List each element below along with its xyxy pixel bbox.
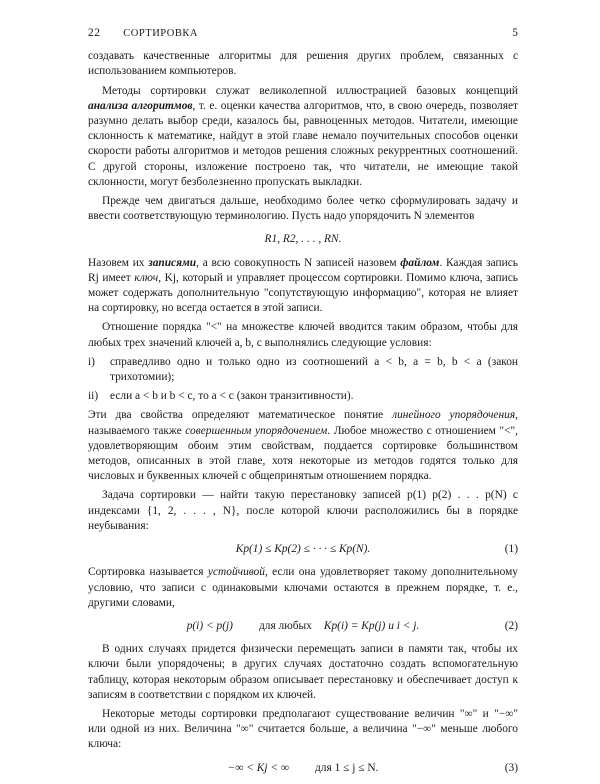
running-title: СОРТИРОВКА [123,28,198,39]
term-algorithm-analysis: анализа алгоритмов [88,99,193,112]
term-file: файлом [400,256,440,269]
term-stable: устойчивой [207,566,265,579]
records-sequence: R1, R2, . . . , RN. [264,233,342,246]
equation-number-3: (3) [504,761,518,774]
term-key: ключ [134,271,159,284]
equation-3: −∞ < Kj < ∞ для 1 ≤ j ≤ N. (3) [88,761,518,776]
term-perfect-order: совершенным упорядочением [185,424,328,437]
page-header [88,26,518,41]
term-records: записями [148,256,197,269]
paragraph-4: Назовем их записями, а всю совокупность N записей назовем файлом. Каждая запись Rj имеет ключ, Kj, который и управляет процессом сортировки. Помимо ключа, запись может содержать дополнительную "сопутствующую информацию", которая не влияет на сортировку, но всегда остается в этой записи. [88,256,518,315]
equation-2: p(i) < p(j) для любых Kp(i) = Kp(j) и i < j. (2) [88,619,518,634]
paragraph-6: Эти два свойства определяют математическое понятие линейного упорядочения, называемого также совершенным упорядочением. Любое множество с отношением "<", удовлетворяющим обоим этим свойствам, поддается сортировке большинством методов, описанных в этой главе, хотя некоторые из методов годятся только для числовых и буквенных ключей с общепринятым отношением порядка. [88,409,518,483]
equation-number-1: (1) [504,543,518,556]
list-item-trichotomy: i) справедливо одно и только одно из соотношений a < b, a = b, b < a (закон трихотомии); [88,355,518,384]
document-page [88,26,518,784]
equation-number-2: (2) [504,619,518,632]
equation-1: Kp(1) ≤ Kp(2) ≤ · · · ≤ Kp(N). (1) [88,542,518,557]
paragraph-8: Сортировка называется устойчивой, если она удовлетворяет такому дополнительному условию, что записи с одинаковыми ключами остаются в прежнем порядке, т. е., другими словами, [88,566,518,609]
paragraph-7: Задача сортировки — найти такую перестановку записей p(1) p(2) . . . p(N) с индексами {1, 2, . . . , N}, после которой ключи расположились бы в порядке неубывания: [88,489,518,532]
paragraph-9: В одних случаях придется физически перемещать записи в памяти так, чтобы их ключи были упорядочены; в других случаях достаточно создать вспомогательную таблицу, которая некоторым образом описывает перестановку и обеспечивает доступ к записям в соответствии с порядком их ключей. [88,643,518,701]
paragraph-3: Прежде чем двигаться дальше, необходимо более четко сформулировать задачу и ввести соответствующую терминологию. Пусть надо упорядочить N элементов [88,195,518,223]
page-number: 22 [88,27,101,39]
section-number: 5 [512,27,518,39]
paragraph-1: создавать качественные алгоритмы для решения других проблем, связанных с использованием компьютеров. [88,50,518,78]
list-item-transitivity: ii) если a < b и b < c, то a < c (закон транзитивности). [88,390,354,403]
term-linear-order: линейного упорядочения [392,409,516,422]
paragraph-10: Некоторые методы сортировки предполагают существование величин "∞" и "−∞" или одной из них. Величина "∞" считается больше, а величина "−∞" меньше любого ключа: [88,707,518,751]
paragraph-2: Методы сортировки служат великолепной иллюстрацией базовых концепций анализа алгоритмов, т. е. оценки качества алгоритмов, что, в свою очередь, позволяет разумно делать выбор среди, казалось бы, равноценных методов. Читатели, имеющие склонность к математике, найдут в этой главе немало поучительных способов оценки скорости работы алгоритмов и методов решения сложных рекуррентных соотношений. С другой стороны, изложение построено так, что читатели, не имеющие такой склонности, могут безболезненно пропускать выкладки. [88,84,518,188]
paragraph-5: Отношение порядка "<" на множестве ключей вводится таким образом, чтобы для любых трех значений ключей a, b, c выполнялись следующие условия: [88,321,518,349]
